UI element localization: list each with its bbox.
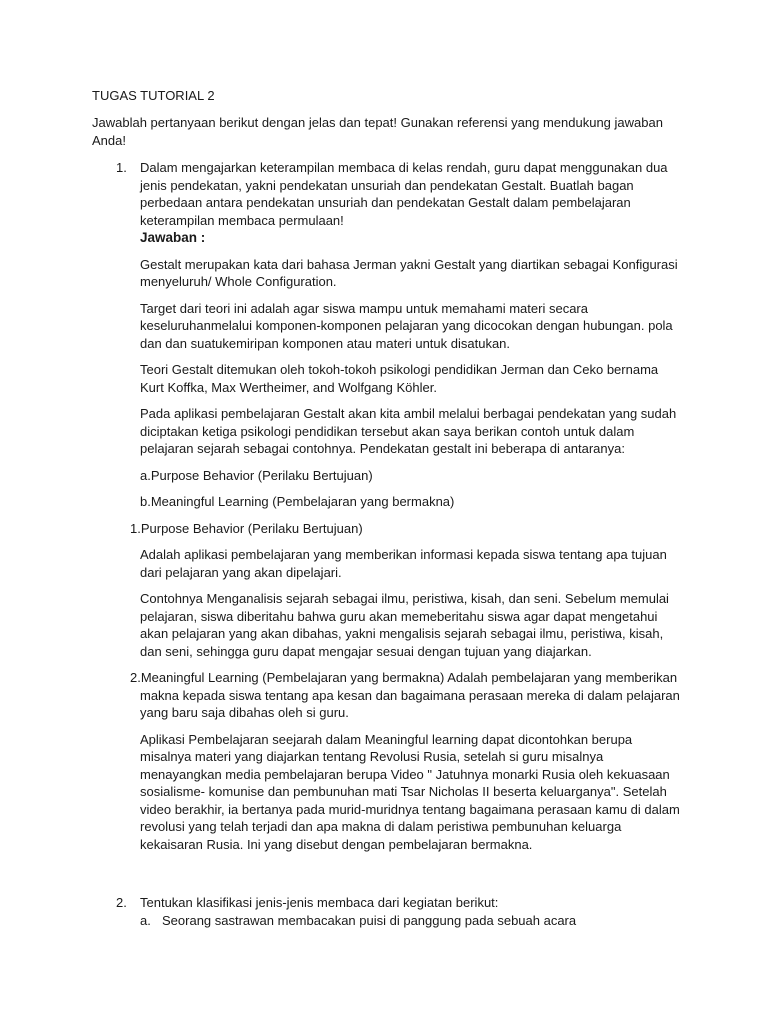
question-1-number: 1. — [116, 160, 127, 175]
item-a-letter: a. — [140, 913, 151, 928]
list-item-a: a.Purpose Behavior (Perilaku Bertujuan) — [140, 467, 373, 483]
answer-paragraph-4: Pada aplikasi pembelajaran Gestalt akan kita ambil melalui berbagai pendekatan yang sudah diciptakan ketiga psikologi pendidikan tersebut akan saya berikan contoh untuk dalam pelajaran sejarah sebagai contohnya. Pendekatan gestalt ini beberapa di antaranya: — [140, 406, 677, 456]
answer-label: Jawaban : — [140, 230, 206, 245]
question-2-number: 2. — [116, 895, 127, 910]
answer-paragraph-2: Target dari teori ini adalah agar siswa mampu untuk memahami materi secara keseluruhanmelalui komponen-komponen pelajaran yang dicocokan dengan hubungan. pola dan dan suatukemiripan komponen atau materi untuk disatukan. — [140, 300, 673, 351]
question-2 — [92, 894, 692, 912]
answer-paragraph-3: Teori Gestalt ditemukan oleh tokoh-tokoh psikologi pendidikan Jerman dan Ceko bernama Kurt Koffka, Max Wertheimer, and Wolfgang Köhler. — [140, 362, 659, 395]
sub-heading-meaningful-learning: 2.Meaningful Learning (Pembelajaran yang bermakna) Adalah pembelajaran yang memberikan makna kepada siswa tentang apa kesan dan bagaimana perasaan mereka di dalam pelajaran yang baru saja dibahas oleh si guru. — [130, 670, 680, 720]
question-1 — [92, 159, 692, 853]
question-1-text: Dalam mengajarkan keterampilan membaca di kelas rendah, guru dapat menggunakan dua jenis pendekatan, yakni pendekatan unsuriah dan pendekatan Gestalt. Buatlah bagan perbedaan antara pendekatan unsuriah dan pendekatan Gestalt dalam pembelajaran keterampilan membaca permulaan! — [140, 160, 668, 228]
purpose-behavior-example: Contohnya Menganalisis sejarah sebagai ilmu, peristiwa, kisah, dan seni. Sebelum memulai pelajaran, siswa diberitahu bahwa guru akan memeberitahu siswa agar dapat mengetahui akan pelajaran yang akan dibahas, yakni mengalisis sejarah sebagai ilmu, peristiwa, kisah, dan seni, sehingga guru dapat mengajar sesuai dengan tujuan yang diajarkan. — [140, 591, 669, 659]
item-a-text: Seorang sastrawan membacakan puisi di panggung pada sebuah acara — [162, 913, 577, 928]
question-2-text: Tentukan klasifikasi jenis-jenis membaca dari kegiatan berikut: — [140, 895, 499, 910]
meaningful-learning-example: Aplikasi Pembelajaran seejarah dalam Meaningful learning dapat dicontohkan berupa misalnya materi yang diajarkan tentang Revolusi Rusia, setelah si guru misalnya menayangkan media pembelajaran berupa Video " Jatuhnya monarki Rusia oleh kekuasaan sosialisme- komunise dan pembunuhan mati Tsar Nicholas II beserta keluarganya". Setelah video berakhir, ia bertanya pada murid-muridnya tentang bagaimana perasaan kamu di dalam revolusi yang telah terjadi dan apa makna di dalam peristiwa pembunuhan keluarga kekaisaran Rusia. Ini yang disebut dengan pembelajaran bermakna. — [140, 731, 680, 852]
purpose-behavior-definition: Adalah aplikasi pembelajaran yang memberikan informasi kepada siswa tentang apa tujuan dari pelajaran yang akan dipelajari. — [140, 547, 667, 580]
document-title: TUGAS TUTORIAL 2 — [92, 88, 215, 103]
answer-paragraph-1: Gestalt merupakan kata dari bahasa Jerman yakni Gestalt yang diartikan sebagai Konfigurasi menyeluruh/ Whole Configuration. — [140, 256, 678, 289]
sub-heading-purpose-behavior: 1.Purpose Behavior (Perilaku Bertujuan) — [130, 520, 363, 536]
question-2-item-a — [140, 912, 576, 930]
instruction-text: Jawablah pertanyaan berikut dengan jelas dan tepat! Gunakan referensi yang mendukung jawaban Anda! — [92, 115, 663, 148]
list-item-b: b.Meaningful Learning (Pembelajaran yang bermakna) — [140, 494, 455, 509]
